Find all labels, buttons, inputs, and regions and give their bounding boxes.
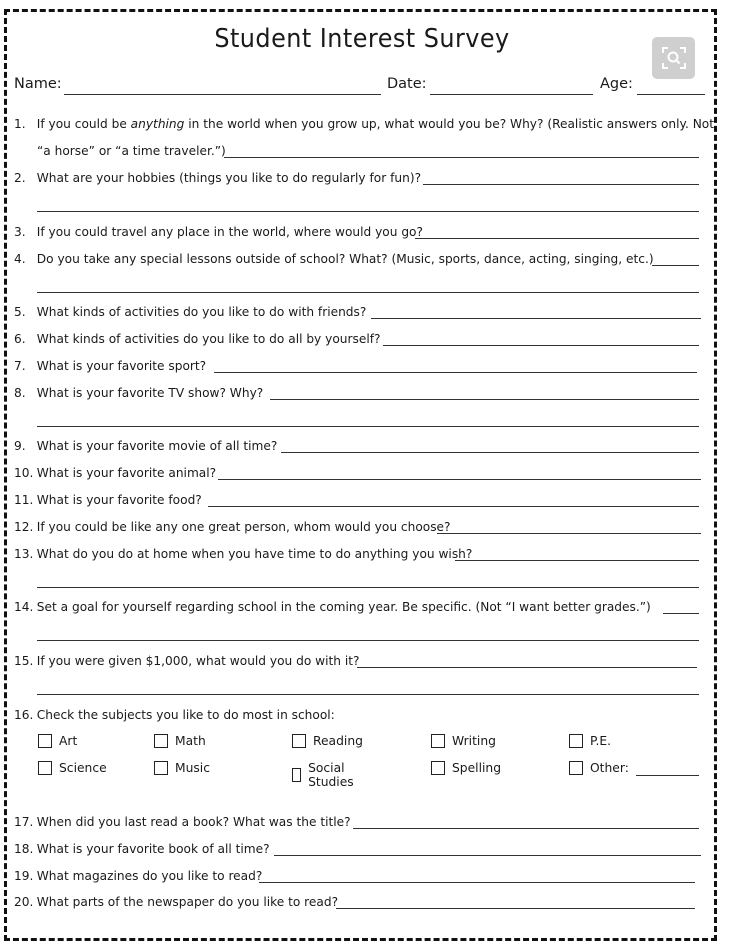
answer-line-15[interactable] <box>357 667 697 668</box>
checkbox[interactable] <box>154 734 168 748</box>
checkbox[interactable] <box>292 768 301 782</box>
question-10: 10. What is your favorite animal? <box>14 466 217 480</box>
question-3: 3. If you could travel any place in the world, where would you go? <box>14 225 423 239</box>
subject-spelling[interactable]: Spelling <box>431 761 501 775</box>
answer-line-6[interactable] <box>383 345 699 346</box>
answer-line-3[interactable] <box>415 238 699 239</box>
question-13: 13. What do you do at home when you have time to do anything you wish? <box>14 547 473 561</box>
checkbox[interactable] <box>154 761 168 775</box>
answer-line-2[interactable] <box>423 184 699 185</box>
question-15: 15. If you were given $1,000, what would you do with it? <box>14 654 360 668</box>
subject-science[interactable]: Science <box>38 761 107 775</box>
subject-writing[interactable]: Writing <box>431 734 496 748</box>
age-label: Age: <box>600 76 633 92</box>
answer-line-8b[interactable] <box>37 426 699 427</box>
question-17: 17. When did you last read a book? What was the title? <box>14 815 351 829</box>
checkbox[interactable] <box>569 761 583 775</box>
question-4: 4. Do you take any special lessons outside of school? What? (Music, sports, dance, acting, singing, etc.) <box>14 252 654 266</box>
question-2: 2. What are your hobbies (things you like to do regularly for fun)? <box>14 171 422 185</box>
answer-line-4[interactable] <box>652 265 699 266</box>
answer-line-18[interactable] <box>274 855 701 856</box>
question-6: 6. What kinds of activities do you like to do all by yourself? <box>14 332 381 346</box>
answer-line-19[interactable] <box>259 882 695 883</box>
answer-line-1[interactable] <box>224 157 699 158</box>
answer-line-7[interactable] <box>214 372 697 373</box>
checkbox[interactable] <box>569 734 583 748</box>
date-label: Date: <box>387 76 427 92</box>
name-field[interactable] <box>64 94 381 95</box>
other-subject-field[interactable] <box>636 775 699 776</box>
answer-line-14b[interactable] <box>37 640 699 641</box>
checkbox[interactable] <box>38 734 52 748</box>
answer-line-4b[interactable] <box>37 292 699 293</box>
question-8: 8. What is your favorite TV show? Why? <box>14 386 264 400</box>
question-7: 7. What is your favorite sport? <box>14 359 207 373</box>
subject-pe[interactable]: P.E. <box>569 734 611 748</box>
answer-line-2b[interactable] <box>37 211 699 212</box>
zoom-button[interactable] <box>652 37 695 79</box>
checkbox[interactable] <box>292 734 306 748</box>
subject-music[interactable]: Music <box>154 761 210 775</box>
question-19: 19. What magazines do you like to read? <box>14 869 263 883</box>
age-field[interactable] <box>637 94 705 95</box>
question-5: 5. What kinds of activities do you like to do with friends? <box>14 305 367 319</box>
answer-line-13[interactable] <box>455 560 699 561</box>
answer-line-11[interactable] <box>208 506 699 507</box>
checkbox[interactable] <box>431 761 445 775</box>
question-20: 20. What parts of the newspaper do you like to read? <box>14 895 339 909</box>
question-1-continued: “a horse” or “a time traveler.”) <box>37 144 226 158</box>
question-12: 12. If you could be like any one great person, whom would you choose? <box>14 520 451 534</box>
answer-line-20[interactable] <box>336 908 695 909</box>
checkbox[interactable] <box>431 734 445 748</box>
subject-art[interactable]: Art <box>38 734 77 748</box>
answer-line-14[interactable] <box>663 613 699 614</box>
answer-line-15b[interactable] <box>37 694 699 695</box>
subject-social-studies[interactable]: Social Studies <box>292 761 359 789</box>
answer-line-12[interactable] <box>437 533 701 534</box>
name-label: Name: <box>14 76 62 92</box>
subject-math[interactable]: Math <box>154 734 206 748</box>
question-9: 9. What is your favorite movie of all time? <box>14 439 278 453</box>
zoom-magnifier-icon <box>661 46 687 70</box>
subject-other[interactable]: Other: <box>569 761 629 775</box>
question-14: 14. Set a goal for yourself regarding school in the coming year. Be specific. (Not “I want better grades.”) <box>14 600 651 614</box>
checkbox[interactable] <box>38 761 52 775</box>
answer-line-10[interactable] <box>218 479 701 480</box>
date-field[interactable] <box>430 94 593 95</box>
answer-line-17[interactable] <box>353 828 699 829</box>
question-18: 18. What is your favorite book of all time? <box>14 842 270 856</box>
answer-line-13b[interactable] <box>37 587 699 588</box>
answer-line-5[interactable] <box>371 318 701 319</box>
question-1: 1. If you could be anything in the world when you grow up, what would you be? Why? (Realistic answers only. Not <box>14 117 715 131</box>
question-11: 11. What is your favorite food? <box>14 493 202 507</box>
survey-title: Student Interest Survey <box>214 24 510 54</box>
subject-reading[interactable]: Reading <box>292 734 363 748</box>
question-16: 16. Check the subjects you like to do most in school: <box>14 708 335 722</box>
answer-line-8[interactable] <box>270 399 699 400</box>
answer-line-9[interactable] <box>281 452 699 453</box>
